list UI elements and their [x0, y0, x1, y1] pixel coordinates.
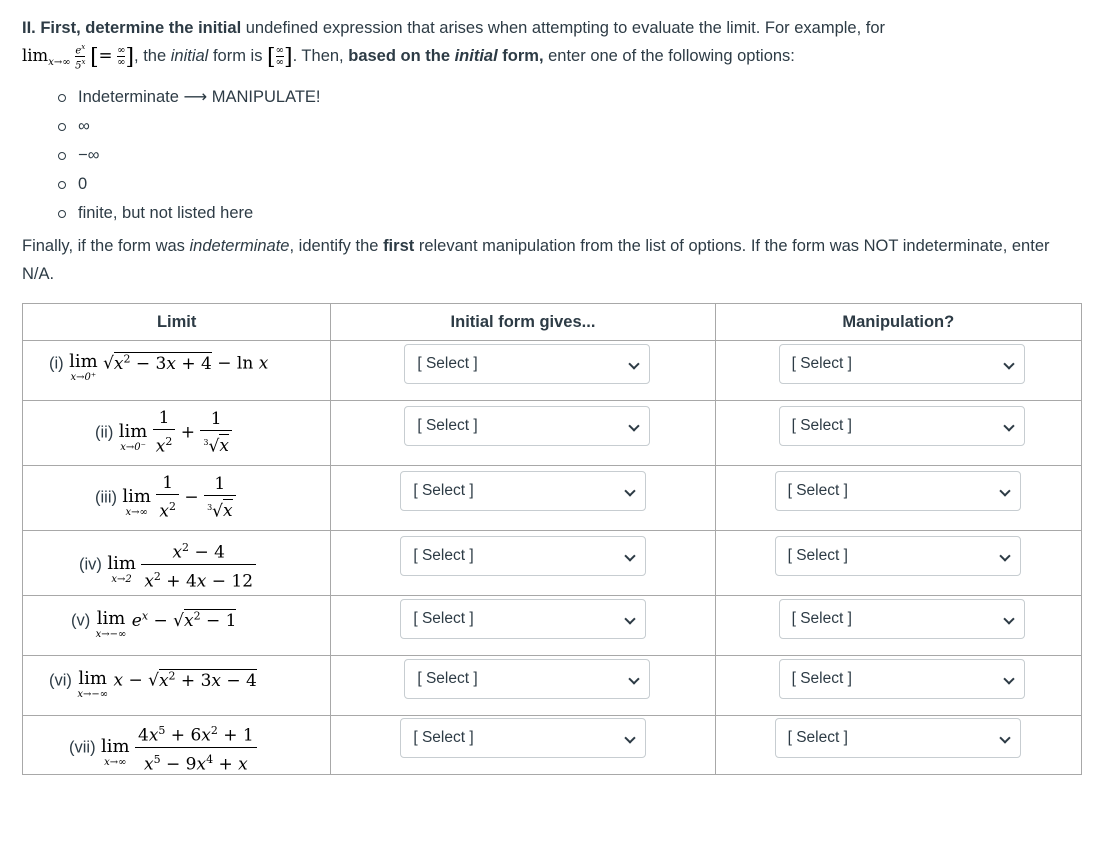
chevron-down-icon [625, 550, 636, 561]
initial-form-cell [331, 531, 715, 596]
instruction-paragraph-2: Finally, if the form was indeterminate, identify the first relevant manipulation from the list of options. If the form was NOT indeterminate, enter N/A. [22, 237, 1050, 283]
initial-form-cell [331, 401, 715, 466]
manipulation-select-i[interactable]: [ Select ] [779, 344, 1025, 384]
table-row [23, 341, 1082, 401]
manipulation-cell [715, 466, 1081, 531]
limit-ii: (ii) lim x→0⁻ $\frac{1}{x^2}$ + $\frac{1}{^3√x}$ [23, 401, 331, 466]
manipulation-select-iii[interactable]: [ Select ] [775, 471, 1021, 511]
table-row [23, 716, 1082, 775]
table-row [23, 656, 1082, 716]
chevron-down-icon [1003, 673, 1014, 684]
table-row [23, 401, 1082, 466]
manipulation-cell [715, 716, 1081, 775]
header-initial-form: Initial form gives... [331, 304, 715, 341]
initial-form-cell [331, 341, 715, 401]
limit-iv: (iv) lim x→2 $\frac{x^2 - 4}{x^2 + 4x - 12}$ [23, 531, 331, 596]
option-infinity: ∞ [56, 112, 1082, 141]
chevron-down-icon [999, 732, 1010, 743]
initial-form-cell [331, 596, 715, 656]
initial-form-select-iii[interactable]: [ Select ] [400, 471, 646, 511]
instruction-line-1: II. First, determine the initial undefined expression that arises when attempting to evaluate the limit. For example, for [22, 19, 886, 37]
header-limit: Limit [23, 304, 331, 341]
chevron-down-icon [1003, 613, 1014, 624]
limits-table [22, 303, 1082, 775]
limit-vi: (vi) lim x→−∞ $x - √x^2 + 3x - 4$ [23, 656, 331, 716]
manipulation-cell [715, 341, 1081, 401]
limit-iii: (iii) lim x→∞ $\frac{1}{x^2}$ − $\frac{1}{^3√x}$ [23, 466, 331, 531]
instructions [22, 14, 1082, 228]
option-finite: finite, but not listed here [56, 199, 1082, 228]
chevron-down-icon [625, 485, 636, 496]
table-row [23, 531, 1082, 596]
table-row [23, 466, 1082, 531]
manipulation-select-iv[interactable]: [ Select ] [775, 536, 1021, 576]
manipulation-cell [715, 656, 1081, 716]
initial-form-select-vii[interactable]: [ Select ] [400, 718, 646, 758]
initial-form-select-vi[interactable]: [ Select ] [404, 659, 650, 699]
option-indeterminate: Indeterminate ⟶ MANIPULATE! [56, 83, 1082, 112]
initial-form-cell [331, 656, 715, 716]
table-row [23, 596, 1082, 656]
header-manipulation: Manipulation? [715, 304, 1081, 341]
manipulation-cell [715, 401, 1081, 466]
chevron-down-icon [629, 420, 640, 431]
manipulation-cell [715, 596, 1081, 656]
chevron-down-icon [999, 485, 1010, 496]
initial-form-cell [331, 466, 715, 531]
chevron-down-icon [999, 550, 1010, 561]
initial-form-select-ii[interactable]: [ Select ] [404, 406, 650, 446]
limit-i: (i) lim x→0⁺ $√x^2 - 3x + 4 - \ln x$ [23, 341, 331, 401]
manipulation-cell [715, 531, 1081, 596]
chevron-down-icon [1003, 358, 1014, 369]
option-zero: 0 [56, 170, 1082, 199]
limit-vii: (vii) lim x→∞ $\frac{4x^5 + 6x^2 + 1}{x^5 - 9x^4 + x}$ [23, 716, 331, 775]
initial-form-select-i[interactable]: [ Select ] [404, 344, 650, 384]
options-list [56, 83, 1082, 228]
chevron-down-icon [625, 613, 636, 624]
manipulation-select-vi[interactable]: [ Select ] [779, 659, 1025, 699]
chevron-down-icon [1003, 420, 1014, 431]
chevron-down-icon [629, 358, 640, 369]
limit-v: (v) lim x→−∞ $e^x - √x^2 - 1$ [23, 596, 331, 656]
initial-form-cell [331, 716, 715, 775]
manipulation-select-ii[interactable]: [ Select ] [779, 406, 1025, 446]
initial-form-select-iv[interactable]: [ Select ] [400, 536, 646, 576]
initial-form-select-v[interactable]: [ Select ] [400, 599, 646, 639]
manipulation-select-vii[interactable]: [ Select ] [775, 718, 1021, 758]
chevron-down-icon [629, 673, 640, 684]
manipulation-select-v[interactable]: [ Select ] [779, 599, 1025, 639]
option-negative-infinity: −∞ [56, 141, 1082, 170]
chevron-down-icon [625, 732, 636, 743]
table-header-row [23, 304, 1082, 341]
instruction-line-2: $\lim_{x\to\infty}$ $\frac{e^x}{5^x}$ [= $\frac{\infty}{\infty}$ ], the initial form is [ $\frac{\infty}{\infty}$ ]. Then, based on the initial form, enter one of the following options: [22, 43, 795, 72]
